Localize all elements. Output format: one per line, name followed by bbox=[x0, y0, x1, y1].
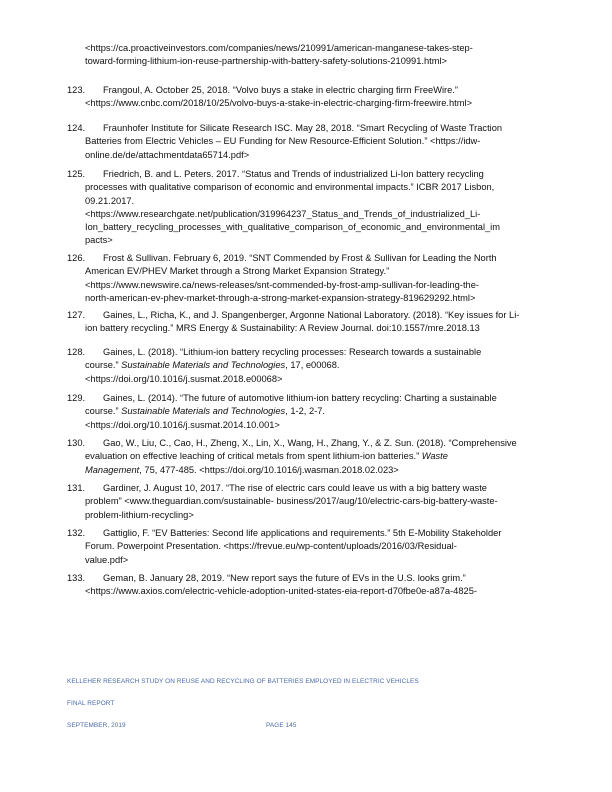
reference-text: ion battery recycling.” MRS Energy & Sustainability: A Review Journal. doi:10.1557/mre.2018.13 bbox=[85, 323, 480, 334]
journal-title: Sustainable Materials and Technologies bbox=[121, 406, 286, 417]
reference-entry bbox=[67, 437, 565, 477]
reference-number: 128. bbox=[67, 347, 86, 357]
reference-line bbox=[85, 97, 565, 110]
footer-page-number: PAGE 145 bbox=[266, 722, 297, 729]
reference-entry bbox=[67, 527, 565, 567]
reference-text: Gaines, L., Richa, K., and J. Spangenberger, Argonne National Laboratory. (2018). “Key issues for Li- bbox=[103, 310, 520, 320]
reference-text: <https://www.axios.com/electric-vehicle-adoption-united-states-eia-report-d70fbe0e-a87a-4825- bbox=[85, 586, 477, 597]
reference-line bbox=[85, 181, 565, 194]
reference-line bbox=[85, 149, 565, 162]
reference-line bbox=[85, 221, 565, 234]
reference-text: <https://www.researchgate.net/publication/319964237_Status_and_Trends_of_industrialized_Li- bbox=[85, 208, 481, 219]
reference-line bbox=[85, 252, 565, 265]
footer-final-report: FINAL REPORT bbox=[67, 700, 115, 707]
reference-line bbox=[85, 346, 565, 359]
reference-text: problem” <www.theguardian.com/sustainable- business/2017/aug/10/electric-cars-big-battery-waste- bbox=[85, 496, 498, 507]
reference-text: course.” bbox=[85, 360, 122, 371]
reference-text: Forum. Powerpoint Presentation. <https://frevue.eu/wp-content/uploads/2016/03/Residual- bbox=[85, 541, 457, 552]
reference-text: north-american-ev-phev-market-through-a-strong-market-expansion-strategy-819629292.html> bbox=[85, 292, 476, 303]
reference-line bbox=[85, 84, 565, 97]
reference-line bbox=[85, 527, 565, 540]
reference-line bbox=[85, 482, 565, 495]
reference-text: problem-lithium-recycling> bbox=[85, 509, 194, 520]
reference-line bbox=[85, 509, 565, 522]
reference-line bbox=[85, 359, 565, 372]
reference-number: 129. bbox=[67, 393, 86, 403]
reference-text: , 1-2, 2-7. bbox=[285, 406, 325, 417]
reference-line bbox=[85, 464, 565, 477]
reference-text: <https://www.cnbc.com/2018/10/25/volvo-buys-a-stake-in-electric-charging-firm-freewire.html> bbox=[85, 98, 473, 109]
footer-date: SEPTEMBER, 2019 bbox=[67, 722, 126, 729]
reference-text: <https://ca.proactiveinvestors.com/companies/news/210991/american-manganese-takes-step- bbox=[85, 43, 473, 53]
reference-entry bbox=[67, 572, 565, 599]
reference-text: Gaines, L. (2014). “The future of automotive lithium-ion battery recycling: Charting a sustainable bbox=[103, 393, 497, 403]
reference-line bbox=[85, 322, 565, 335]
reference-line bbox=[85, 554, 565, 567]
reference-text: course.” bbox=[85, 406, 122, 417]
reference-number: 125. bbox=[67, 169, 86, 179]
reference-text: <https://doi.org/10.1016/j.susmat.2014.10.001> bbox=[85, 419, 280, 430]
reference-number: 130. bbox=[67, 438, 86, 448]
reference-number: 126. bbox=[67, 253, 86, 263]
reference-line bbox=[85, 450, 565, 463]
reference-text: Geman, B. January 28, 2019. “New report says the future of EVs in the U.S. looks grim.” bbox=[103, 573, 466, 583]
reference-entry bbox=[67, 346, 565, 386]
reference-entry bbox=[67, 392, 565, 432]
reference-line bbox=[85, 135, 565, 148]
reference-text: Batteries from Electric Vehicles – EU Funding for New Resource-Efficient Solution.” <https://idw- bbox=[85, 136, 481, 147]
reference-line bbox=[85, 373, 565, 386]
reference-line bbox=[85, 234, 565, 247]
reference-text: Frost & Sullivan. February 6, 2019. “SNT Commended by Frost & Sullivan for Leading the North bbox=[103, 253, 497, 263]
reference-line bbox=[85, 419, 565, 432]
reference-line bbox=[85, 495, 565, 508]
reference-entry bbox=[67, 252, 565, 305]
reference-line bbox=[85, 392, 565, 405]
reference-line bbox=[85, 265, 565, 278]
reference-entry bbox=[67, 168, 565, 248]
reference-number: 123. bbox=[67, 85, 86, 95]
reference-line bbox=[85, 437, 565, 450]
reference-line bbox=[85, 208, 565, 221]
reference-line bbox=[85, 168, 565, 181]
reference-line bbox=[85, 572, 565, 585]
reference-text: Friedrich, B. and L. Peters. 2017. “Status and Trends of industrialized Li-Ion battery recycling bbox=[103, 169, 484, 179]
reference-entry bbox=[67, 482, 565, 522]
reference-text: , 17, e00068. bbox=[285, 360, 340, 371]
reference-line bbox=[85, 405, 565, 418]
reference-text: Gaines, L. (2018). “Lithium-ion battery recycling processes: Research towards a sustainable bbox=[103, 347, 482, 357]
reference-text: Frangoul, A. October 25, 2018. “Volvo buys a stake in electric charging firm FreeWire.” bbox=[103, 85, 458, 95]
reference-text: Gardiner, J. August 10, 2017. “The rise of electric cars could leave us with a big battery waste bbox=[103, 483, 487, 493]
reference-line bbox=[85, 122, 565, 135]
reference-line bbox=[85, 42, 565, 55]
reference-text: American EV/PHEV Market through a Strong Market Expansion Strategy.” bbox=[85, 266, 390, 277]
reference-line bbox=[85, 309, 565, 322]
reference-entry bbox=[67, 84, 565, 111]
reference-number: 132. bbox=[67, 528, 86, 538]
journal-title: Management bbox=[85, 464, 140, 475]
reference-line bbox=[85, 279, 565, 292]
reference-text: , 75, 477-485. <https://doi.org/10.1016/j.wasman.2018.02.023> bbox=[139, 464, 399, 475]
reference-line bbox=[85, 585, 565, 598]
reference-text: Gattiglio, F. “EV Batteries: Second life applications and requirements.” 5th E-Mobility Stakeholder bbox=[103, 528, 502, 538]
reference-text: online.de/de/attachmentdata65714.pdf> bbox=[85, 149, 250, 160]
reference-line bbox=[85, 55, 565, 68]
reference-text: pacts> bbox=[85, 235, 113, 246]
reference-text: toward-forming-lithium-ion-reuse-partnership-with-battery-safety-solutions-210991.html> bbox=[85, 56, 447, 67]
reference-text: processes with qualitative comparison of economic and environmental impacts.” ICBR 2017 Lisbon, bbox=[85, 182, 495, 193]
journal-title: Waste bbox=[421, 451, 448, 462]
reference-text: <https://doi.org/10.1016/j.susmat.2018.e00068> bbox=[85, 373, 283, 384]
reference-number: 127. bbox=[67, 310, 86, 320]
reference-text: 09.21.2017. bbox=[85, 195, 135, 206]
reference-text: Ion_battery_recycling_processes_with_qualitative_comparison_of_economic_and_environmental_im bbox=[85, 222, 500, 233]
reference-text: Gao, W., Liu, C., Cao, H., Zheng, X., Lin, X., Wang, H., Zhang, Y., & Z. Sun. (2018). “Comprehensive bbox=[103, 438, 517, 448]
footer-report-title: KELLEHER RESEARCH STUDY ON REUSE AND RECYCLING OF BATTERIES EMPLOYED IN ELECTRIC VEHICLES bbox=[67, 678, 419, 685]
reference-number: 131. bbox=[67, 483, 86, 493]
reference-line bbox=[85, 195, 565, 208]
journal-title: Sustainable Materials and Technologies bbox=[121, 360, 286, 371]
reference-text: evaluation on effective leaching of critical metals from spent lithium-ion batteries.” bbox=[85, 451, 422, 462]
reference-number: 133. bbox=[67, 573, 86, 583]
reference-entry bbox=[67, 122, 565, 162]
reference-number: 124. bbox=[67, 123, 86, 133]
reference-text: Fraunhofer Institute for Silicate Research ISC. May 28, 2018. “Smart Recycling of Waste Traction bbox=[103, 123, 503, 133]
reference-line bbox=[85, 540, 565, 553]
reference-entry bbox=[67, 309, 565, 336]
reference-line bbox=[85, 292, 565, 305]
reference-text: value.pdf> bbox=[85, 554, 129, 565]
reference-text: <https://www.newswire.ca/news-releases/snt-commended-by-frost-amp-sullivan-for-leading-the- bbox=[85, 279, 479, 290]
reference-entry bbox=[85, 42, 565, 69]
